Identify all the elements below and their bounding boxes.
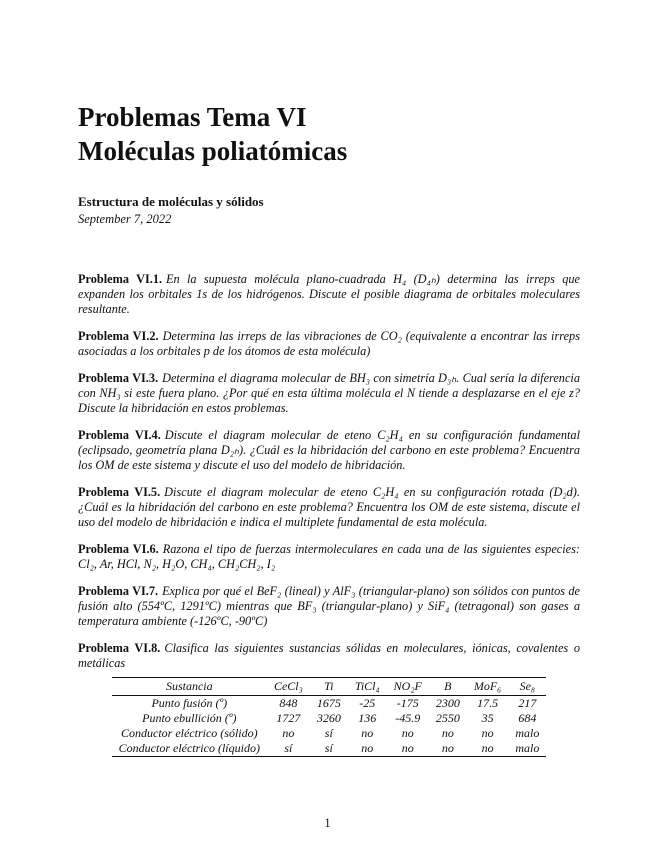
table-header-cell: CeCl₃ [267,678,310,696]
table-cell: -45.9 [395,711,421,725]
table-header-cell: NO₂F [387,678,429,696]
problem-7 [78,584,580,629]
table-cell: no [348,741,387,757]
problem-text: Discute el diagram molecular de eteno C₂H₄ en su configuración rotada (D₂d). ¿Cuál es la hibridación del carbono en este problema? Encuentra los OM de este sistema, discute el uso del modelo de hibridación e indica el multiplete fundamental de esta molécula. [78,485,580,529]
table-cell: -175 [396,696,419,710]
table-cell: no [387,741,429,757]
table-header-cell: Se₈ [508,678,546,696]
title-line-2: Moléculas poliatómicas [78,136,348,166]
table-cell: 684 [518,711,537,725]
table-row [112,711,547,726]
table-header-row [112,678,547,696]
table-cell: 3260 [316,711,341,725]
table-cell: no [429,741,467,757]
problem-label: Problema VI.3. [78,371,159,385]
problem-4 [78,428,580,473]
date: September 7, 2022 [78,212,172,226]
problem-1 [78,272,580,317]
page-title [78,100,580,168]
problem-text: En la supuesta molécula plano-cuadrada H₄ (D₄ₕ) determina las irreps que expanden los orbitales 1s de los hidrógenos. Discute el posible diagrama de orbitales moleculares resultante. [78,272,580,316]
problem-label: Problema VI.8. [78,641,161,655]
substances-table [112,677,547,757]
table-cell: no [361,726,374,740]
table-header-cell: TiCl₄ [348,678,387,696]
table-row [112,696,547,712]
problem-label: Problema VI.4. [78,428,161,442]
table-cell: malo [508,741,546,757]
table-cell: 217 [518,696,537,710]
table-cell: no [401,726,414,740]
problem-list [78,272,580,757]
table-cell: no [282,726,295,740]
page-number: 1 [324,816,331,830]
subtitle: Estructura de moléculas y sólidos [78,194,264,209]
table-cell: 136 [358,711,377,725]
problem-text: Discute el diagram molecular de eteno C₂H₄ en su configuración fundamental (eclipsado, geometría plana D₂ₕ). ¿Cuál es la hibridación del carbono en este problema? Encuentra los OM de este sistema y discute el uso del modelo de hibridación. [78,428,580,472]
table-cell: 1727 [276,711,301,725]
table-cell: 2550 [435,711,460,725]
table-row [112,726,547,741]
table-cell: no [467,741,509,757]
problem-8 [78,641,580,671]
table-cell: 35 [481,711,494,725]
table-cell: Conductor eléctrico (líquido) [112,741,267,757]
problem-text: Razona el tipo de fuerzas intermoleculares en cada una de las siguientes especies: Cl₂, Ar, HCl, N₂, H₂O, CH₄, CH₂CH₂, I₂ [78,542,580,571]
table-cell: no [481,726,494,740]
table-cell: sí [324,726,333,740]
table-cell: sí [310,741,348,757]
problem-text: Determina las irreps de las vibraciones de CO₂ (equivalente a encontrar las irreps asociadas a los orbitales p de los átomos de esta molécula) [78,329,580,358]
problem-2 [78,329,580,359]
title-line-1: Problemas Tema VI [78,102,307,132]
problem-text: Determina el diagrama molecular de BH₃ con simetría D₃ₕ. Cual sería la diferencia con NH₃ si este fuera plano. ¿Por qué en esta última molécula el N tiende a desplazarse en el eje z? Discute la hibridación en estos problemas. [78,371,580,415]
table-cell: sí [267,741,310,757]
problem-label: Problema VI.7. [78,584,159,598]
table-cell: 17.5 [477,696,499,710]
table-cell: Punto ebullición (º) [142,711,237,725]
table-cell: malo [515,726,540,740]
table-header-cell: MoF₆ [467,678,509,696]
table-header-cell: Sustancia [112,678,267,696]
table-cell: no [441,726,454,740]
problem-3 [78,371,580,416]
problem-label: Problema VI.5. [78,485,161,499]
problem-label: Problema VI.1. [78,272,163,286]
table-row [112,741,547,757]
table-cell: 1675 [316,696,341,710]
table-header-cell: B [429,678,467,696]
problem-5 [78,485,580,530]
table-cell: 2300 [435,696,460,710]
problem-text: Clasifica las siguientes sustancias sólidas en moleculares, iónicas, covalentes o metálicas [78,641,580,670]
table-cell: 848 [279,696,298,710]
problem-6 [78,542,580,572]
problem-label: Problema VI.2. [78,329,159,343]
table-cell: -25 [359,696,376,710]
problem-text: Explica por qué el BeF₂ (lineal) y AlF₃ (triangular-plano) son sólidos con puntos de fusión alto (554ºC, 1291ºC) mientras que BF₃ (triangular-plano) y SiF₄ (tetragonal) son gases a temperatura ambiente (-126ºC, -90ºC) [78,584,580,628]
table-cell: Punto fusión (º) [151,696,228,710]
problem-label: Problema VI.6. [78,542,159,556]
table-header-cell: Ti [310,678,348,696]
table-cell: Conductor eléctrico (sólido) [120,726,258,740]
